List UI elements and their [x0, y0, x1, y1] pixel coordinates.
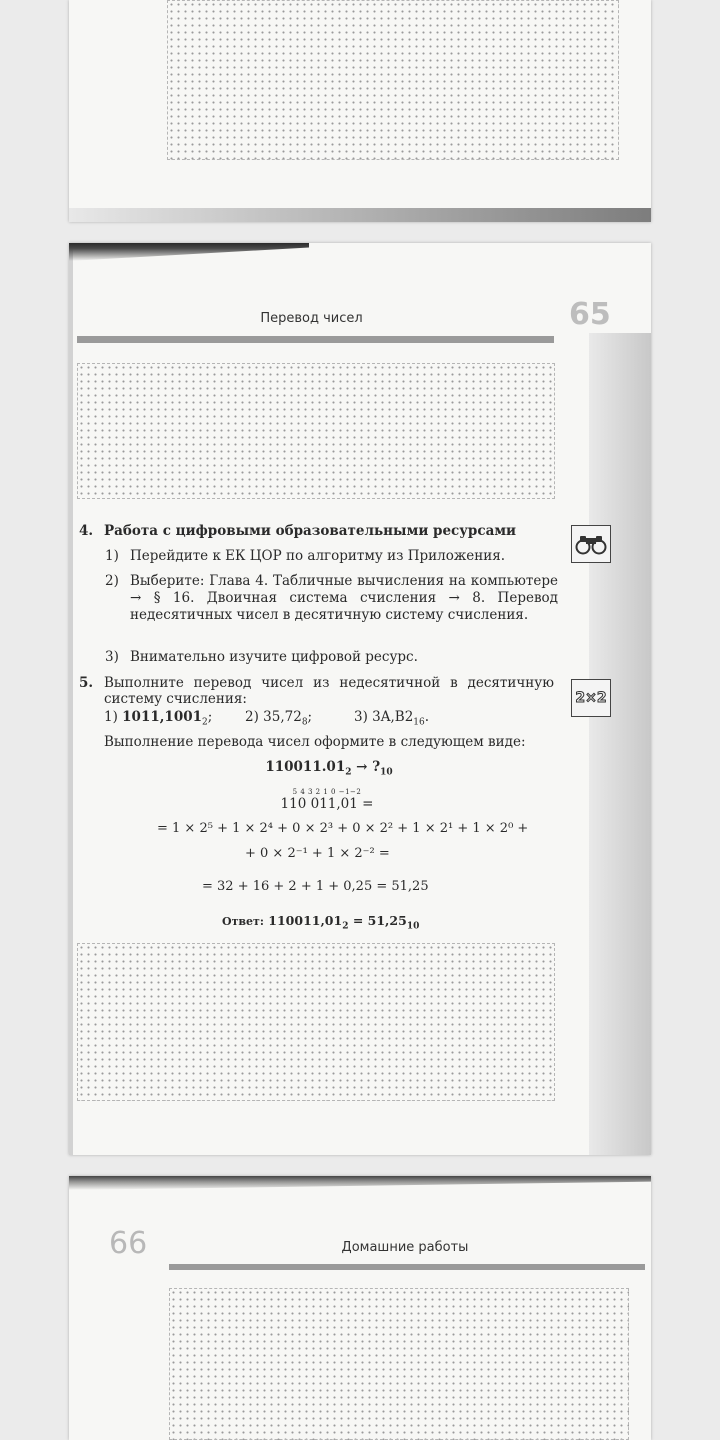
task4-number: 4.	[79, 523, 94, 539]
example-arrow: → ?	[351, 759, 381, 775]
grid-workspace	[167, 0, 619, 160]
page-bottom-shadow	[69, 208, 651, 222]
grid-workspace-bottom	[77, 943, 555, 1101]
answer-base: 2	[342, 921, 349, 932]
answer-label: Ответ:	[222, 915, 264, 928]
header-rule	[169, 1264, 645, 1270]
page-number: 66	[109, 1226, 148, 1261]
page-65	[69, 243, 651, 1155]
item-number: 2)	[245, 709, 259, 725]
example-target: 10	[380, 767, 393, 778]
item-value: 1011,1001	[122, 709, 203, 725]
sum-line: = 32 + 16 + 2 + 1 + 0,25 = 51,25	[202, 879, 429, 894]
task5-instruction: Выполнение перевода чисел оформите в следующем виде:	[104, 734, 526, 750]
item-base: 2	[202, 717, 208, 728]
task4-title: Работа с цифровыми образовательными ресурсами	[104, 523, 517, 539]
answer-number: 110011,01	[263, 913, 343, 928]
step-number: 3)	[105, 649, 119, 665]
item-base: 16	[413, 717, 425, 728]
example-number: 110011.01	[265, 759, 346, 775]
expansion-line-1: = 1 × 2⁵ + 1 × 2⁴ + 0 × 2³ + 0 × 2² + 1 × 2¹ + 1 × 2⁰ +	[157, 821, 529, 836]
answer-target: 10	[406, 921, 420, 932]
pencil-task-icon	[571, 679, 611, 717]
digit-positions: 5 4 3 2 1 0 −1−2	[292, 788, 362, 796]
example-base: 2	[345, 767, 352, 778]
page-number: 65	[569, 297, 611, 332]
example-header	[69, 759, 589, 778]
item-value: 3A,B2	[372, 709, 414, 725]
step-text: Перейдите к ЕК ЦОР по алгоритму из Приложения.	[130, 548, 506, 564]
step-text: Выберите: Глава 4. Табличные вычисления на компьютере → § 16. Двоичная система счисления → 8. Перевод недесятичных чисел в десятичную систему счисления.	[130, 573, 558, 623]
item-number: 1)	[104, 709, 118, 725]
number-line: 110 011,01 =	[280, 796, 374, 812]
page-top-shadow	[69, 1176, 651, 1190]
task5-text: Выполните перевод чисел из недесятичной в десятичную систему счисления:	[104, 675, 554, 707]
task5-item-3	[354, 709, 429, 728]
item-sep: ;	[307, 709, 313, 725]
expansion-line-2: + 0 × 2⁻¹ + 1 × 2⁻² =	[245, 846, 390, 861]
task5-item-2	[245, 709, 312, 728]
answer-line	[222, 913, 419, 932]
answer-value: = 51,25	[348, 913, 407, 928]
item-number: 3)	[354, 709, 368, 725]
task5-item-1	[104, 709, 212, 728]
step-text: Внимательно изучите цифровой ресурс.	[130, 649, 418, 665]
step-number: 1)	[105, 548, 119, 564]
task5-number: 5.	[79, 675, 94, 691]
item-sep: .	[424, 709, 430, 725]
page-previous	[69, 0, 651, 222]
task-badge: 2×2	[575, 690, 607, 706]
running-head: Домашние работы	[341, 1240, 469, 1255]
item-value: 35,72	[263, 709, 302, 725]
grid-workspace	[169, 1288, 629, 1440]
binoculars-icon	[571, 525, 611, 563]
running-head: Перевод чисел	[260, 311, 363, 326]
item-base: 8	[301, 717, 308, 728]
step-number: 2)	[105, 573, 119, 589]
page-66	[69, 1176, 651, 1440]
item-sep: ;	[207, 709, 213, 725]
